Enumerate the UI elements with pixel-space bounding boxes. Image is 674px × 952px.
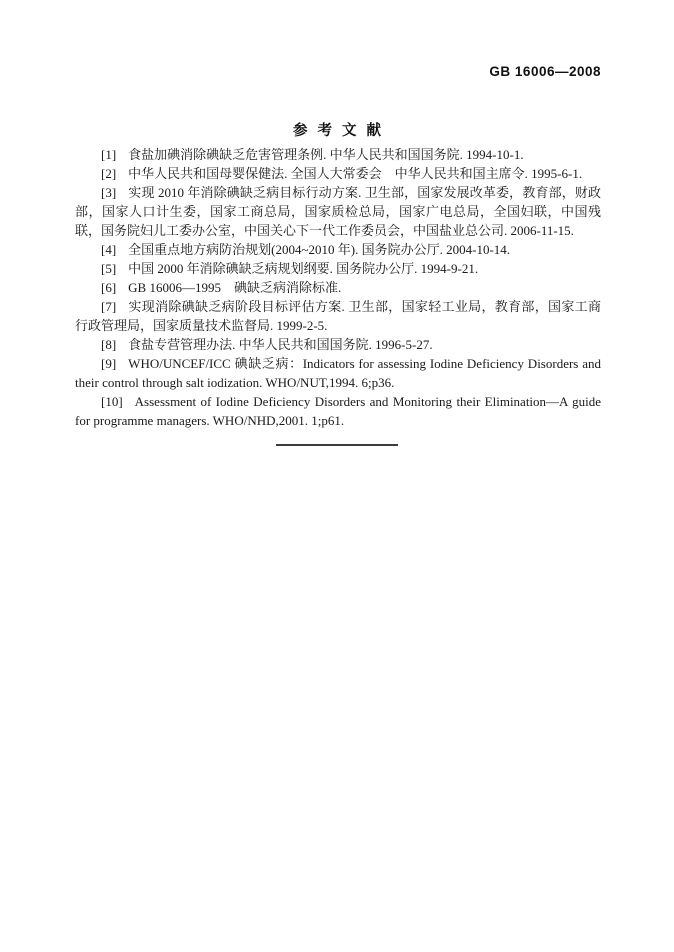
- reference-item: [75, 259, 601, 278]
- section-title: 参考文献: [293, 123, 391, 139]
- reference-text: 全国重点地方病防治规划(2004~2010 年). 国务院办公厅. 2004-10-14.: [128, 242, 511, 257]
- reference-text: 食盐加碘消除碘缺乏危害管理条例. 中华人民共和国国务院. 1994-10-1.: [128, 147, 524, 162]
- reference-item: [75, 240, 601, 259]
- reference-item: [75, 164, 601, 183]
- reference-item: [75, 335, 601, 354]
- reference-label: [3]: [101, 185, 117, 200]
- reference-label: [1]: [101, 147, 117, 162]
- reference-list: [75, 145, 601, 430]
- reference-text: 实现消除碘缺乏病阶段目标评估方案. 卫生部，国家轻工业局，教育部，国家工商行政管理局，国家质量技术监督局. 1999-2-5.: [75, 299, 601, 333]
- reference-label: [2]: [101, 166, 117, 181]
- reference-text: GB 16006—1995 碘缺乏病消除标准.: [128, 280, 342, 295]
- reference-item: [75, 183, 601, 240]
- reference-text: 实现 2010 年消除碘缺乏病目标行动方案. 卫生部，国家发展改革委，教育部，财政部，国家人口计生委，国家工商总局，国家质检总局，国家广电总局，全国妇联，中国残联，国务院妇儿工委办公室，中国关心下一代工作委员会，中国盐业总公司. 2006-11-15.: [75, 185, 601, 238]
- reference-text: WHO/UNCEF/ICC 碘缺乏病：Indicators for assessing Iodine Deficiency Disorders and their control through salt iodization. WHO/NUT,1994. 6;p36.: [75, 356, 601, 390]
- standard-number: GB 16006—2008: [489, 64, 601, 79]
- reference-label: [5]: [101, 261, 117, 276]
- reference-label: [7]: [101, 299, 117, 314]
- reference-item: [75, 278, 601, 297]
- reference-item: [75, 297, 601, 335]
- reference-label: [8]: [101, 337, 117, 352]
- reference-label: [4]: [101, 242, 117, 257]
- reference-text: Assessment of Iodine Deficiency Disorders and Monitoring their Elimination—A guide for programme managers. WHO/NHD,2001. 1;p61.: [75, 394, 601, 428]
- end-of-document-divider: [276, 444, 398, 446]
- reference-item: [75, 392, 601, 430]
- reference-text: 中国 2000 年消除碘缺乏病规划纲要. 国务院办公厅. 1994-9-21.: [128, 261, 479, 276]
- reference-label: [6]: [101, 280, 117, 295]
- reference-item: [75, 354, 601, 392]
- reference-label: [9]: [101, 356, 117, 371]
- reference-label: [10]: [101, 394, 123, 409]
- reference-text: 食盐专营管理办法. 中华人民共和国国务院. 1996-5-27.: [128, 337, 433, 352]
- reference-item: [75, 145, 601, 164]
- reference-text: 中华人民共和国母婴保健法. 全国人大常委会 中华人民共和国主席令. 1995-6-1.: [128, 166, 583, 181]
